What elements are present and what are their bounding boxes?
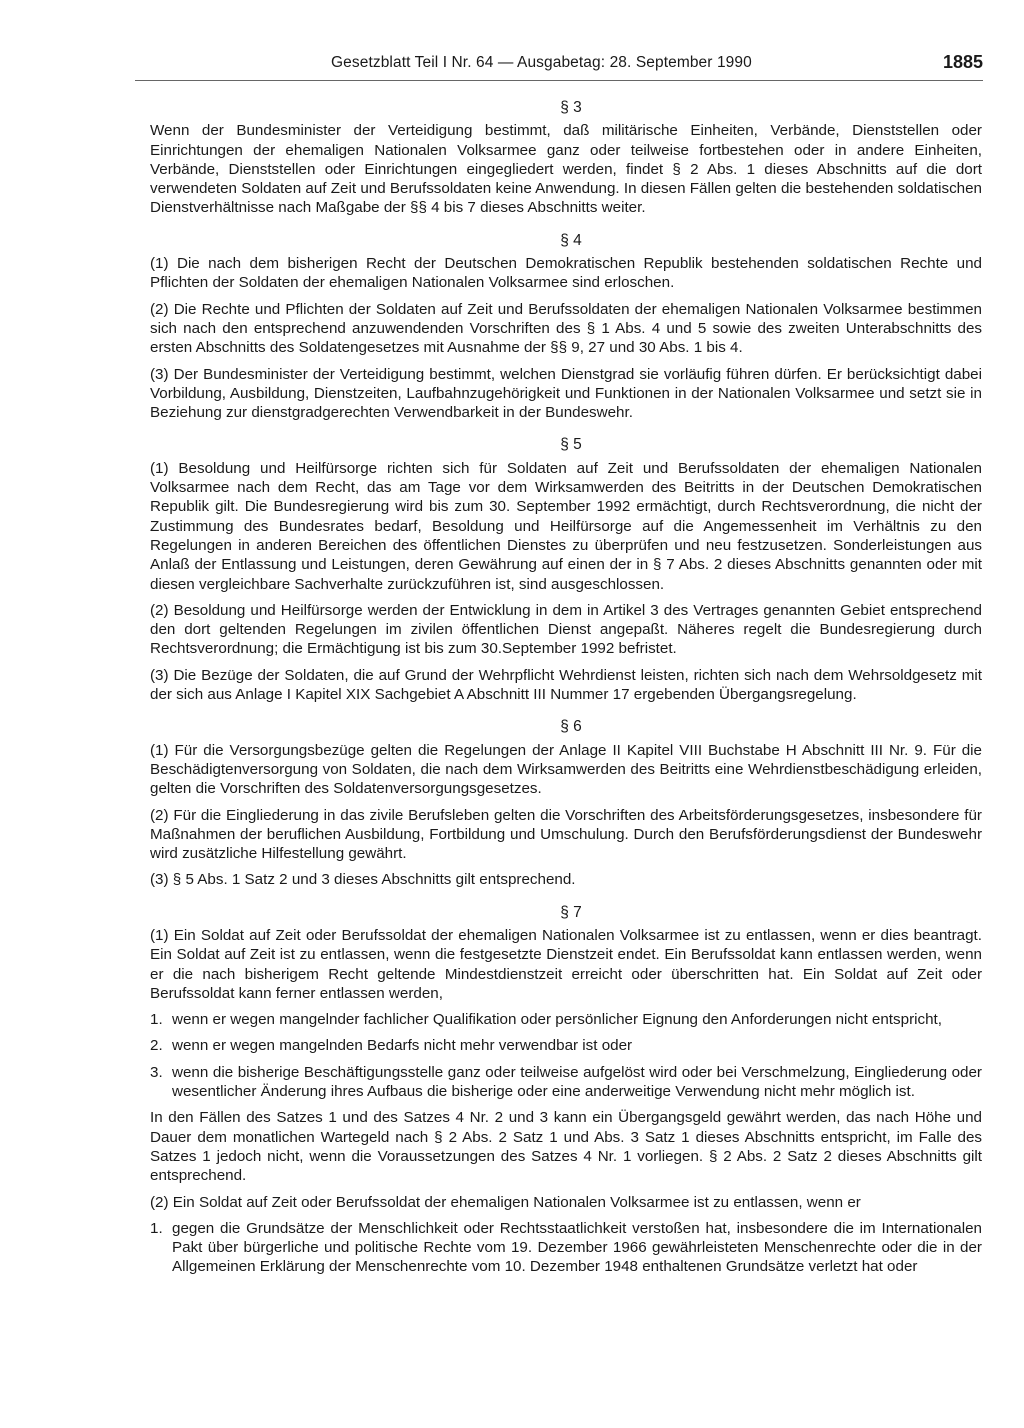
paragraph: (3) § 5 Abs. 1 Satz 2 und 3 dieses Abschnitts gilt entsprechend. (150, 871, 576, 889)
list-item-text: gegen die Grundsätze der Menschlichkeit oder Rechtsstaatlichkeit verstoßen hat, insbesondere die im Internationalen Pakt über bürgerliche und politische Rechte vom 19. Dezember 1966 gewährleisteten Menschenrechte oder die in der Allgemeinen Erklärung der Menschenrechte vom 10. Dezember 1948 enthaltenen Grundsätze verletzt hat oder (172, 1219, 982, 1276)
section-title: § 7 (560, 903, 582, 921)
section-title: § 3 (560, 99, 582, 116)
list-item-number: 1. (150, 1219, 163, 1237)
list-item-text: wenn er wegen mangelnden Bedarfs nicht mehr verwendbar ist oder (172, 1037, 633, 1055)
paragraph: (2) Die Rechte und Pflichten der Soldaten auf Zeit und Berufssoldaten der ehemaligen Nationalen Volksarmee bestimmen sich nach den entsprechend anzuwendenden Vorschriften des § 1 Abs. 4 und 5 sowie des zweiten Unterabschnitts des ersten Abschnitts des Soldatengesetzes mit Ausnahme der §§ 9, 27 und 30 Abs. 1 bis 4. (150, 300, 982, 357)
page-number: 1885 (942, 52, 983, 72)
paragraph: (1) Besoldung und Heilfürsorge richten sich für Soldaten auf Zeit und Berufssoldaten der ehemaligen Nationalen Volksarmee nach dem Recht, das am Tage vor dem Wirksamwerden des Beitritts in der Deutschen Demokratischen Republik gilt. Die Bundesregierung wird bis zum 30. September 1992 ermächtigt, durch Rechtsverordnung, die nicht der Zustimmung des Bundesrates bedarf, Besoldung und Heilfürsorge auf die Angemessenheit im Verhältnis zu den Regelungen in anderen Bereichen des öffentlichen Dienstes zu überprüfen und neu festzusetzen. Sonderleistungen aus Anlaß der Entlassung und Leistungen, deren Gewährung auf einen der in § 7 Abs. 2 dieses Abschnitts genannten oder mit diesen vergleichbare Sachverhalte zurückzuführen ist, sind ausgeschlossen. (150, 459, 982, 593)
list-item-text: wenn die bisherige Beschäftigungsstelle ganz oder teilweise aufgelöst wird oder bei Verschmelzung, Eingliederung oder wesentlicher Änderung ihres Aufbaus die bisherige oder eine anderweitige Verwendung nicht mehr möglich ist. (172, 1063, 982, 1101)
section-title: § 4 (560, 231, 582, 249)
section-title: § 5 (560, 436, 582, 454)
list-item (150, 1010, 982, 1029)
enumerated-list (150, 1010, 982, 1101)
section-title: § 6 (560, 718, 582, 736)
list-item-text: wenn er wegen mangelnder fachlicher Qualifikation oder persönlicher Eignung den Anforderungen nicht entspricht, (172, 1011, 942, 1029)
paragraph: (3) Der Bundesminister der Verteidigung bestimmt, welchen Dienstgrad sie vorläufig führen dürfen. Er berücksichtigt dabei Vorbildung, Ausbildung, Dienstzeiten, Laufbahnzugehörigkeit und Funktionen in der Nationalen Volksarmee und setzt sie in Beziehung zur dienstgradgerechten Verwendbarkeit in der Bundeswehr. (150, 365, 982, 422)
section-4 (150, 231, 982, 423)
paragraph: Wenn der Bundesminister der Verteidigung bestimmt, daß militärische Einheiten, Verbände, Dienststellen oder Einrichtungen der ehemaligen Nationalen Volksarmee ganz oder teilweise fortbestehen oder in andere Einheiten, Verbände, Dienststellen oder Einrichtungen eingegliedert werden, findet § 2 Abs. 1 dieses Abschnitts auf die dort verwendeten Soldaten auf Zeit und Berufssoldaten keine Anwendung. In diesen Fällen gelten die bestehenden soldatischen Dienstverhältnisse nach Maßgabe der §§ 4 bis 7 dieses Abschnitts weiter. (150, 122, 982, 217)
paragraph: (2) Für die Eingliederung in das zivile Berufsleben gelten die Vorschriften des Arbeitsförderungsgesetzes, insbesondere für Maßnahmen der beruflichen Ausbildung, Fortbildung und Umschulung. Durch den Berufsförderungsdienst der Bundeswehr wird zusätzliche Hilfestellung gewährt. (150, 806, 982, 863)
page-content (150, 98, 982, 1290)
paragraph: (1) Für die Versorgungsbezüge gelten die Regelungen der Anlage II Kapitel VIII Buchstabe H Abschnitt III Nr. 9. Für die Beschädigtenversorgung von Soldaten, die nach dem Wirksamwerden des Beitritts eine Wehrdienstbeschädigung erleiden, gelten die Vorschriften des Soldatenversorgungsgesetzes. (150, 741, 982, 798)
page-header (135, 50, 983, 81)
section-3 (150, 98, 982, 218)
enumerated-list (150, 1219, 982, 1277)
list-item (150, 1063, 982, 1102)
paragraph: (2) Ein Soldat auf Zeit oder Berufssoldat der ehemaligen Nationalen Volksarmee ist zu entlassen, wenn er (150, 1193, 861, 1211)
paragraph: (3) Die Bezüge der Soldaten, die auf Grund der Wehrpflicht Wehrdienst leisten, richten sich nach dem Wehrsoldgesetz mit der sich aus Anlage I Kapitel XIX Sachgebiet A Abschnitt III Nummer 17 ergebenden Übergangsregelung. (150, 666, 982, 704)
paragraph: (1) Ein Soldat auf Zeit oder Berufssoldat der ehemaligen Nationalen Volksarmee ist zu entlassen, wenn er dies beantragt. Ein Soldat auf Zeit ist zu entlassen, wenn die festgesetzte Dienstzeit endet. Ein Berufssoldat kann entlassen werden, wenn er die nach bisherigem Recht geltende Mindestdienstzeit erreicht oder überschritten hat. Ein Soldat auf Zeit oder Berufssoldat kann ferner entlassen werden, (150, 926, 982, 1002)
section-7 (150, 903, 982, 1277)
list-item (150, 1036, 982, 1055)
paragraph: (2) Besoldung und Heilfürsorge werden der Entwicklung in dem in Artikel 3 des Vertrages genannten Gebiet entsprechend den dort geltenden Regelungen im zivilen öffentlichen Dienst angepaßt. Näheres regelt die Bundesregierung durch Rechtsverordnung; die Ermächtigung ist bis zum 30.September 1992 befristet. (150, 601, 982, 658)
list-item-number: 2. (150, 1037, 163, 1055)
list-item-number: 1. (150, 1011, 163, 1029)
paragraph: (1) Die nach dem bisherigen Recht der Deutschen Demokratischen Republik bestehenden soldatischen Rechte und Pflichten der Soldaten der ehemaligen Nationalen Volksarmee sind erloschen. (150, 255, 982, 292)
section-6 (150, 717, 982, 889)
list-item (150, 1219, 982, 1277)
header-title: Gesetzblatt Teil I Nr. 64 — Ausgabetag: 28. September 1990 (331, 54, 752, 71)
list-item-number: 3. (150, 1063, 163, 1081)
paragraph: In den Fällen des Satzes 1 und des Satzes 4 Nr. 2 und 3 kann ein Übergangsgeld gewährt werden, das nach Höhe und Dauer dem monatlichen Wartegeld nach § 2 Abs. 2 Satz 1 und Abs. 3 Satz 1 dieses Abschnitts entspricht, im Falle des Satzes 1 jedoch nicht, wenn die Voraussetzungen des Satzes 4 Nr. 1 vorliegen. § 2 Abs. 2 Satz 2 dieses Abschnitts gilt entsprechend. (150, 1109, 982, 1185)
section-5 (150, 435, 982, 704)
